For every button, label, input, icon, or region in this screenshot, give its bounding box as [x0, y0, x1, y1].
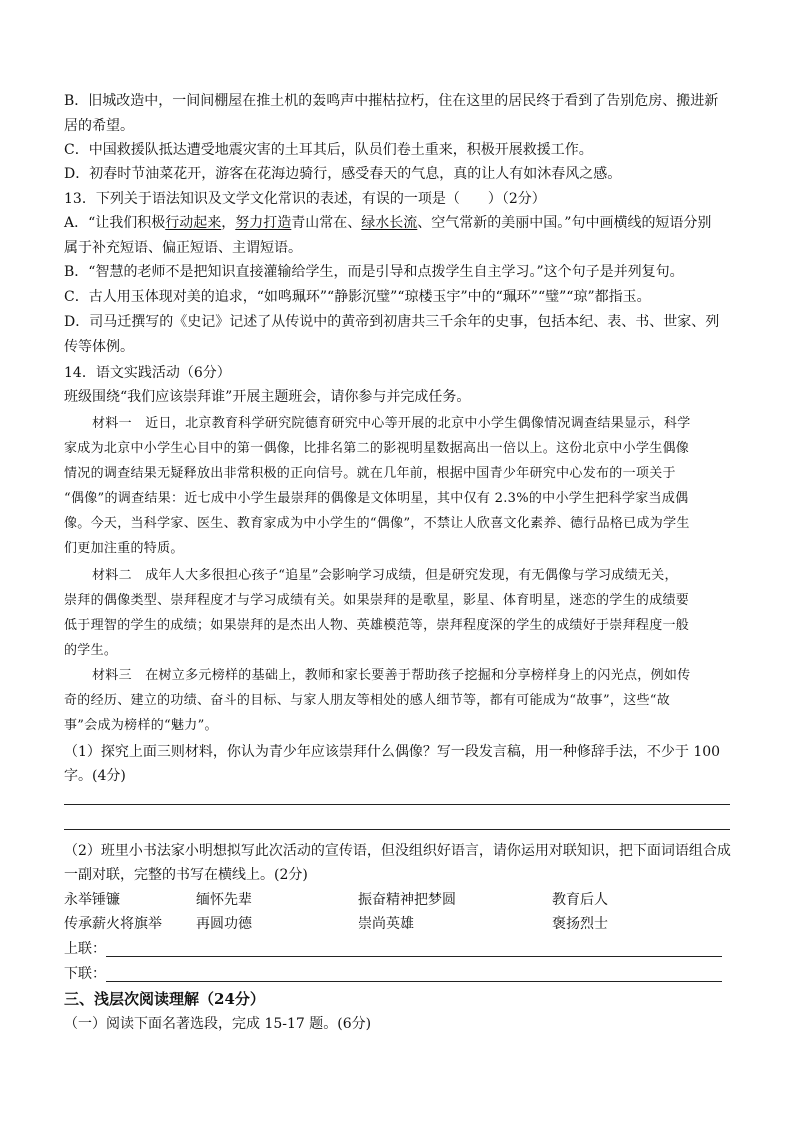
q13-a-text-3: 青山常在、 [291, 215, 362, 231]
lower-couplet-label: 下联： [64, 966, 106, 982]
q13-a-underlined-3: 绿水长流 [361, 215, 418, 231]
q14-sub1-line2: 字。(4分) [64, 768, 126, 784]
word-item: 褒扬烈士 [552, 916, 608, 932]
q12-option-b-line2: 居的希望。 [64, 118, 134, 134]
q13-option-d-line2: 传等体例。 [64, 339, 134, 355]
section3-title: 三、浅层次阅读理解（24分） [64, 990, 265, 1008]
q14-sub1-line1: （1）探究上面三则材料，你认为青少年应该崇拜什么偶像？写一段发言稿，用一种修辞手法，不少于 100 [64, 744, 721, 760]
q13-option-a-line1 [64, 216, 711, 230]
upper-couplet-label: 上联： [64, 941, 106, 957]
word-item: 再圆功德 [196, 916, 252, 932]
q13-a-text-4: 、空气常新的美丽中国。”句中画横线的短语分别 [417, 215, 712, 231]
material1-line5: 像。今天，当科学家、医生、教育家成为中小学生的“偶像”，不禁让人欣喜文化素养、德行品格已成为学生 [64, 516, 690, 531]
section3-subtitle: （一）阅读下面名著选段，完成 15-17 题。(6分) [64, 1016, 372, 1032]
q13-option-a-line2: 属于补充短语、偏正短语、主谓短语。 [64, 240, 302, 256]
q12-option-c: C．中国救援队抵达遭受地震灾害的土耳其后，队员们卷土重来，积极开展救援工作。 [64, 142, 593, 158]
q12-option-b-line1: B．旧城改造中，一间间棚屋在推土机的轰鸣声中摧枯拉朽，住在这里的居民终于看到了告别危房、搬进新 [64, 93, 719, 109]
word-item: 崇尚英雄 [358, 916, 414, 932]
q12-option-d: D．初春时节油菜花开，游客在花海边骑行，感受春天的气息，真的让人有如沐春风之感。 [64, 166, 622, 182]
q13-a-underlined-2: 努力打造 [235, 215, 292, 231]
word-item: 教育后人 [552, 892, 608, 908]
material2-line3: 低于理智的学生的成绩；如果崇拜的是杰出人物、英雄模范等，崇拜程度深的学生的成绩好于崇拜程度一般 [64, 618, 690, 633]
q13-option-b: B．“智慧的老师不是把知识直接灌输给学生，而是引导和点拨学生自主学习。”这个句子是并列复句。 [64, 264, 684, 280]
material3-line1: 材料三 在树立多元榜样的基础上，教师和家长要善于帮助孩子挖掘和分享榜样身上的闪光点，例如传 [92, 668, 691, 683]
q14-intro: 班级围绕“我们应该崇拜谁”开展主题班会，请你参与并完成任务。 [64, 389, 471, 405]
word-item: 缅怀先辈 [196, 892, 252, 908]
word-item: 振奋精神把梦圆 [358, 892, 456, 908]
material2-line1: 材料二 成年人大多很担心孩子“追星”会影响学习成绩，但是研究发现，有无偶像与学习成绩无关， [92, 568, 678, 583]
material2-line2: 崇拜的偶像类型、崇拜程度才与学习成绩有关。如果崇拜的是歌星，影星、体育明星，迷恋的学生的成绩要 [64, 593, 690, 608]
q14-title: 14．语文实践活动（6分） [64, 365, 231, 381]
q13-a-text-1: A．“让我们积极 [64, 215, 166, 231]
q14-sub2-line1: （2）班里小书法家小明想拟写此次活动的宣传语，但没组织好语言，请你运用对联知识，把下面词语组合成 [64, 843, 731, 859]
material3-line3: 事”会成为榜样的“魅力”。 [64, 718, 218, 733]
q14-sub2-line2: 一副对联，完整的书写在横线上。(2分) [64, 867, 308, 883]
q13-a-underlined-1: 行动起来 [165, 215, 222, 231]
material2-line4: 的学生。 [64, 643, 118, 658]
material1-line3: 情况的调查结果无疑释放出非常积极的正向信号。就在几年前，根据中国青少年研究中心发布的一项关于 [64, 466, 676, 481]
word-item: 传承薪火将旗举 [64, 916, 162, 932]
material1-line2: 家成为北京中小学生心目中的第一偶像，比排名第二的影视明星数据高出一倍以上。这份北京中小学生偶像 [64, 441, 690, 456]
material1-line1: 材料一 近日，北京教育科学研究院德育研究中心等开展的北京中小学生偶像情况调查结果显示，科学 [92, 416, 691, 431]
upper-couplet-line[interactable] [106, 956, 722, 957]
q13-option-d-line1: D．司马迁撰写的《史记》记述了从传说中的黄帝到初唐共三千余年的史事，包括本纪、表、书、世家、列 [64, 314, 720, 330]
answer-line-2[interactable] [64, 829, 730, 830]
q13-a-text-2: ， [221, 215, 236, 231]
answer-line-1[interactable] [64, 804, 730, 805]
material1-line6: 们更加注重的特质。 [64, 541, 184, 556]
q13-option-c: C．古人用玉体现对美的追求，“如鸣珮环”“静影沉璧”“琼楼玉宇”中的“珮环”“璧”“琼”都指玉。 [64, 289, 651, 305]
word-item: 永举锤镰 [64, 892, 120, 908]
material3-line2: 奇的经历、建立的功绩、奋斗的目标、与家人朋友等相处的感人细节等，都有可能成为“故事”，这些“故 [64, 693, 671, 708]
q13-stem: 13．下列关于语法知识及文学文化常识的表述，有误的一项是（ ）（2分） [64, 191, 546, 207]
material1-line4: “偶像”的调查结果：近七成中小学生最崇拜的偶像是文体明星，其中仅有 2.3%的中小学生把科学家当成偶 [64, 491, 689, 506]
lower-couplet-line[interactable] [106, 981, 722, 982]
